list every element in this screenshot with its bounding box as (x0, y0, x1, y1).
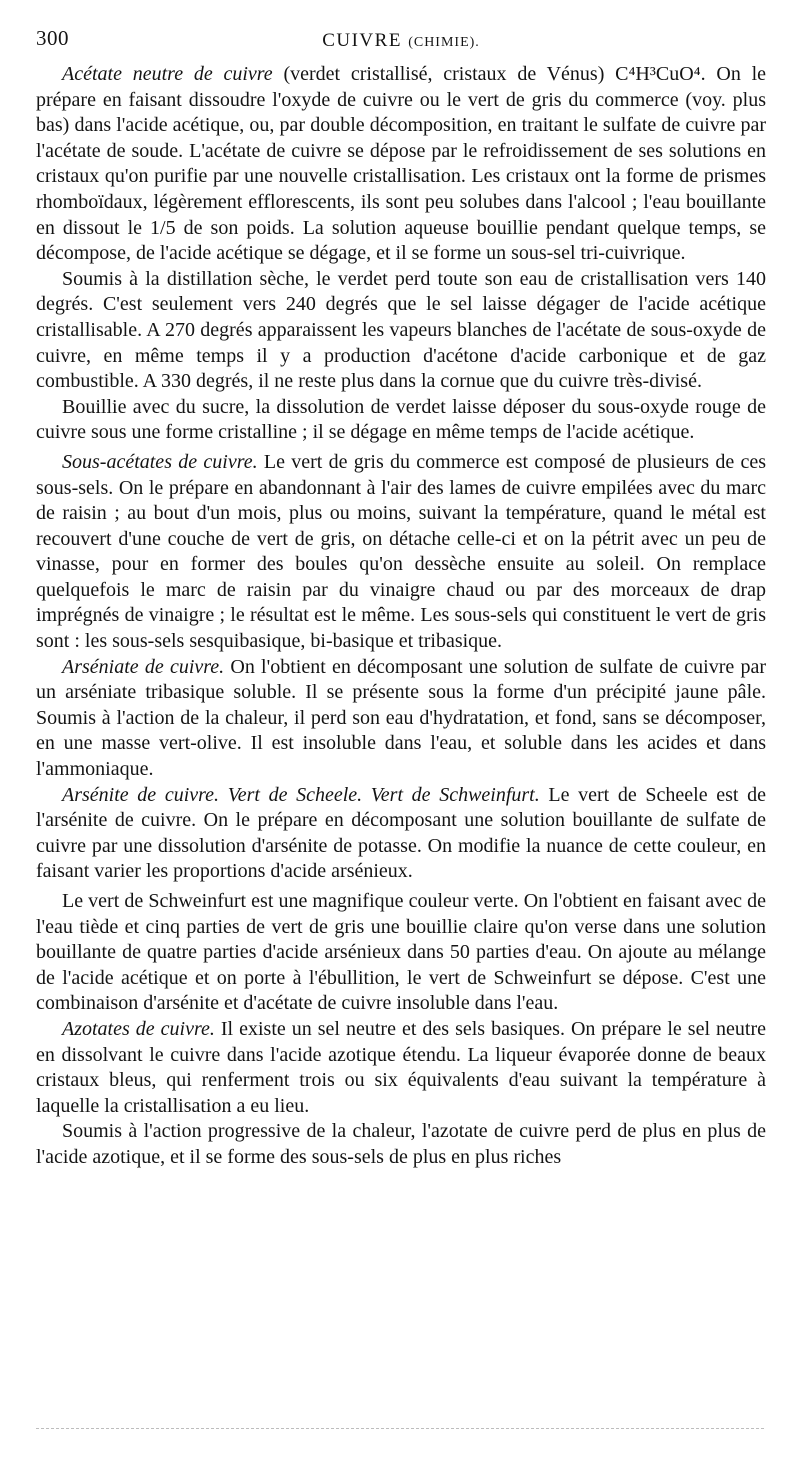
entry-term: Azotates de cuivre. (62, 1017, 215, 1040)
paragraph-distillation (36, 267, 766, 395)
page-header (36, 22, 766, 62)
running-title (36, 30, 766, 52)
entry-term: Sous-acétates de cuivre. (62, 450, 258, 473)
paragraph-acetate-neutre (36, 62, 766, 267)
paragraph-azotates (36, 1017, 766, 1119)
running-title-sub: (CHIMIE). (408, 35, 480, 50)
page (36, 22, 766, 1171)
paragraph-schweinfurt (36, 889, 766, 1017)
paragraph-azotate-chaleur (36, 1119, 766, 1170)
body-text (36, 62, 766, 1171)
paragraph-text: Le vert de gris du commerce est composé de plusieurs de ces sous-sels. On le prépare en abandonnant à l'air des lames de cuivre empilées avec du marc de raisin ; au bout d'un mois, plus ou moins, suivant la température, quand le métal est recouvert d'une couche de vert de gris, on détache celle-ci et on la pétrit avec un peu de vinasse, pour en former des boules qu'on dessèche ensuite au soleil. On remplace quelquefois le marc de raisin par du vinaigre chaud ou par des morceaux de drap imprégnés de vinaigre ; le résultat est le même. Les sous-sels qui constituent le vert de gris sont : les sous-sels sesquibasique, bi-basique et tribasique. (36, 450, 767, 653)
page-number: 300 (36, 26, 69, 50)
entry-term: Arsénite de cuivre. Vert de Scheele. Vert de Schweinfurt. (62, 783, 540, 806)
paragraph-text: (verdet cristallisé, cristaux de Vénus) C⁴H³CuO⁴. On le prépare en faisant dissoudre l'oxyde de cuivre ou le vert de gris du commerce (voy. plus bas) dans l'acide acétique, ou, par double décomposition, en traitant le sulfate de cuivre par l'acétate de soude. L'acétate de cuivre se dépose par le refroidissement de ses solutions en cristaux qu'on purifie par une nouvelle cristallisation. Les cristaux ont la forme de prismes rhomboïdaux, légèrement efflorescents, ils sont peu solubes dans l'alcool ; l'eau bouillante en dissout le 1/5 de son poids. La solution aqueuse bouillie pendant quelque temps, se décompose, de l'acide acétique se dégage, et il se forme un sous-sel tri-cuivrique. (36, 63, 767, 265)
paragraph-sucre (36, 395, 766, 446)
running-title-main: CUIVRE (322, 30, 402, 51)
paragraph-text: Bouillie avec du sucre, la dissolution de verdet laisse déposer du sous-oxyde rouge de cuivre sous une forme cristalline ; il se dégage en même temps de l'acide acétique. (36, 395, 766, 444)
paragraph-arsenite (36, 783, 766, 885)
paragraph-text: Soumis à l'action progressive de la chaleur, l'azotate de cuivre perd de plus en plus de l'acide azotique, et il se forme des sous-sels de plus en plus riches (36, 1120, 766, 1168)
paragraph-text: On l'obtient en décomposant une solution de sulfate de cuivre par un arséniate tribasique soluble. Il se présente sous la forme d'un précipité jaune pâle. Soumis à l'action de la chaleur, il perd son eau d'hydratation, et fond, sans se décomposer, en une masse vert-olive. Il est insoluble dans l'eau, et soluble dans les acides et dans l'ammoniaque. (36, 655, 766, 781)
paragraph-text: Le vert de Schweinfurt est une magnifique couleur verte. On l'obtient en faisant avec de l'eau tiède et cinq parties de vert de gris une bouillie claire qu'on verse dans une solution bouillante de quatre parties d'acide arsénieux dans 50 parties d'eau. On ajoute au mélange de l'acide acétique et on porte à l'ébullition, le vert de Schweinfurt se dépose. C'est une combinaison d'arsénite et d'acétate de cuivre insoluble dans l'eau. (36, 890, 766, 1015)
paragraph-arseniate (36, 655, 766, 783)
paragraph-text: Soumis à la distillation sèche, le verdet perd toute son eau de cristallisation vers 140 degrés. C'est seulement vers 240 degrés que le sel laisse dégager de l'acide acétique cristallisable. A 270 degrés apparaissent les vapeurs blanches de l'acétate de sous-oxyde de cuivre, en même temps il y a production d'acétone d'acide carbonique et de gaz combustible. A 330 degrés, il ne reste plus dans la cornue que du cuivre très-divisé. (36, 267, 766, 393)
paragraph-sous-acetates (36, 450, 766, 655)
entry-term: Arséniate de cuivre. (62, 655, 225, 678)
entry-term: Acétate neutre de cuivre (62, 63, 273, 85)
paragraph-text: Il existe un sel neutre et des sels basiques. On prépare le sel neutre en dissolvant le cuivre dans l'acide azotique étendu. La liqueur évaporée donne de beaux cristaux bleus, qui renferment trois ou six équivalents d'eau suivant la température à laquelle la cristallisation a eu lieu. (36, 1017, 766, 1117)
footer-divider (36, 1428, 764, 1429)
paragraph-text: Le vert de Scheele est de l'arsénite de cuivre. On le prépare en décomposant une solution bouillante de sulfate de cuivre par une dissolution d'arsénite de potasse. On modifie la nuance de cette couleur, en faisant varier les proportions d'acide arsénieux. (36, 783, 766, 883)
